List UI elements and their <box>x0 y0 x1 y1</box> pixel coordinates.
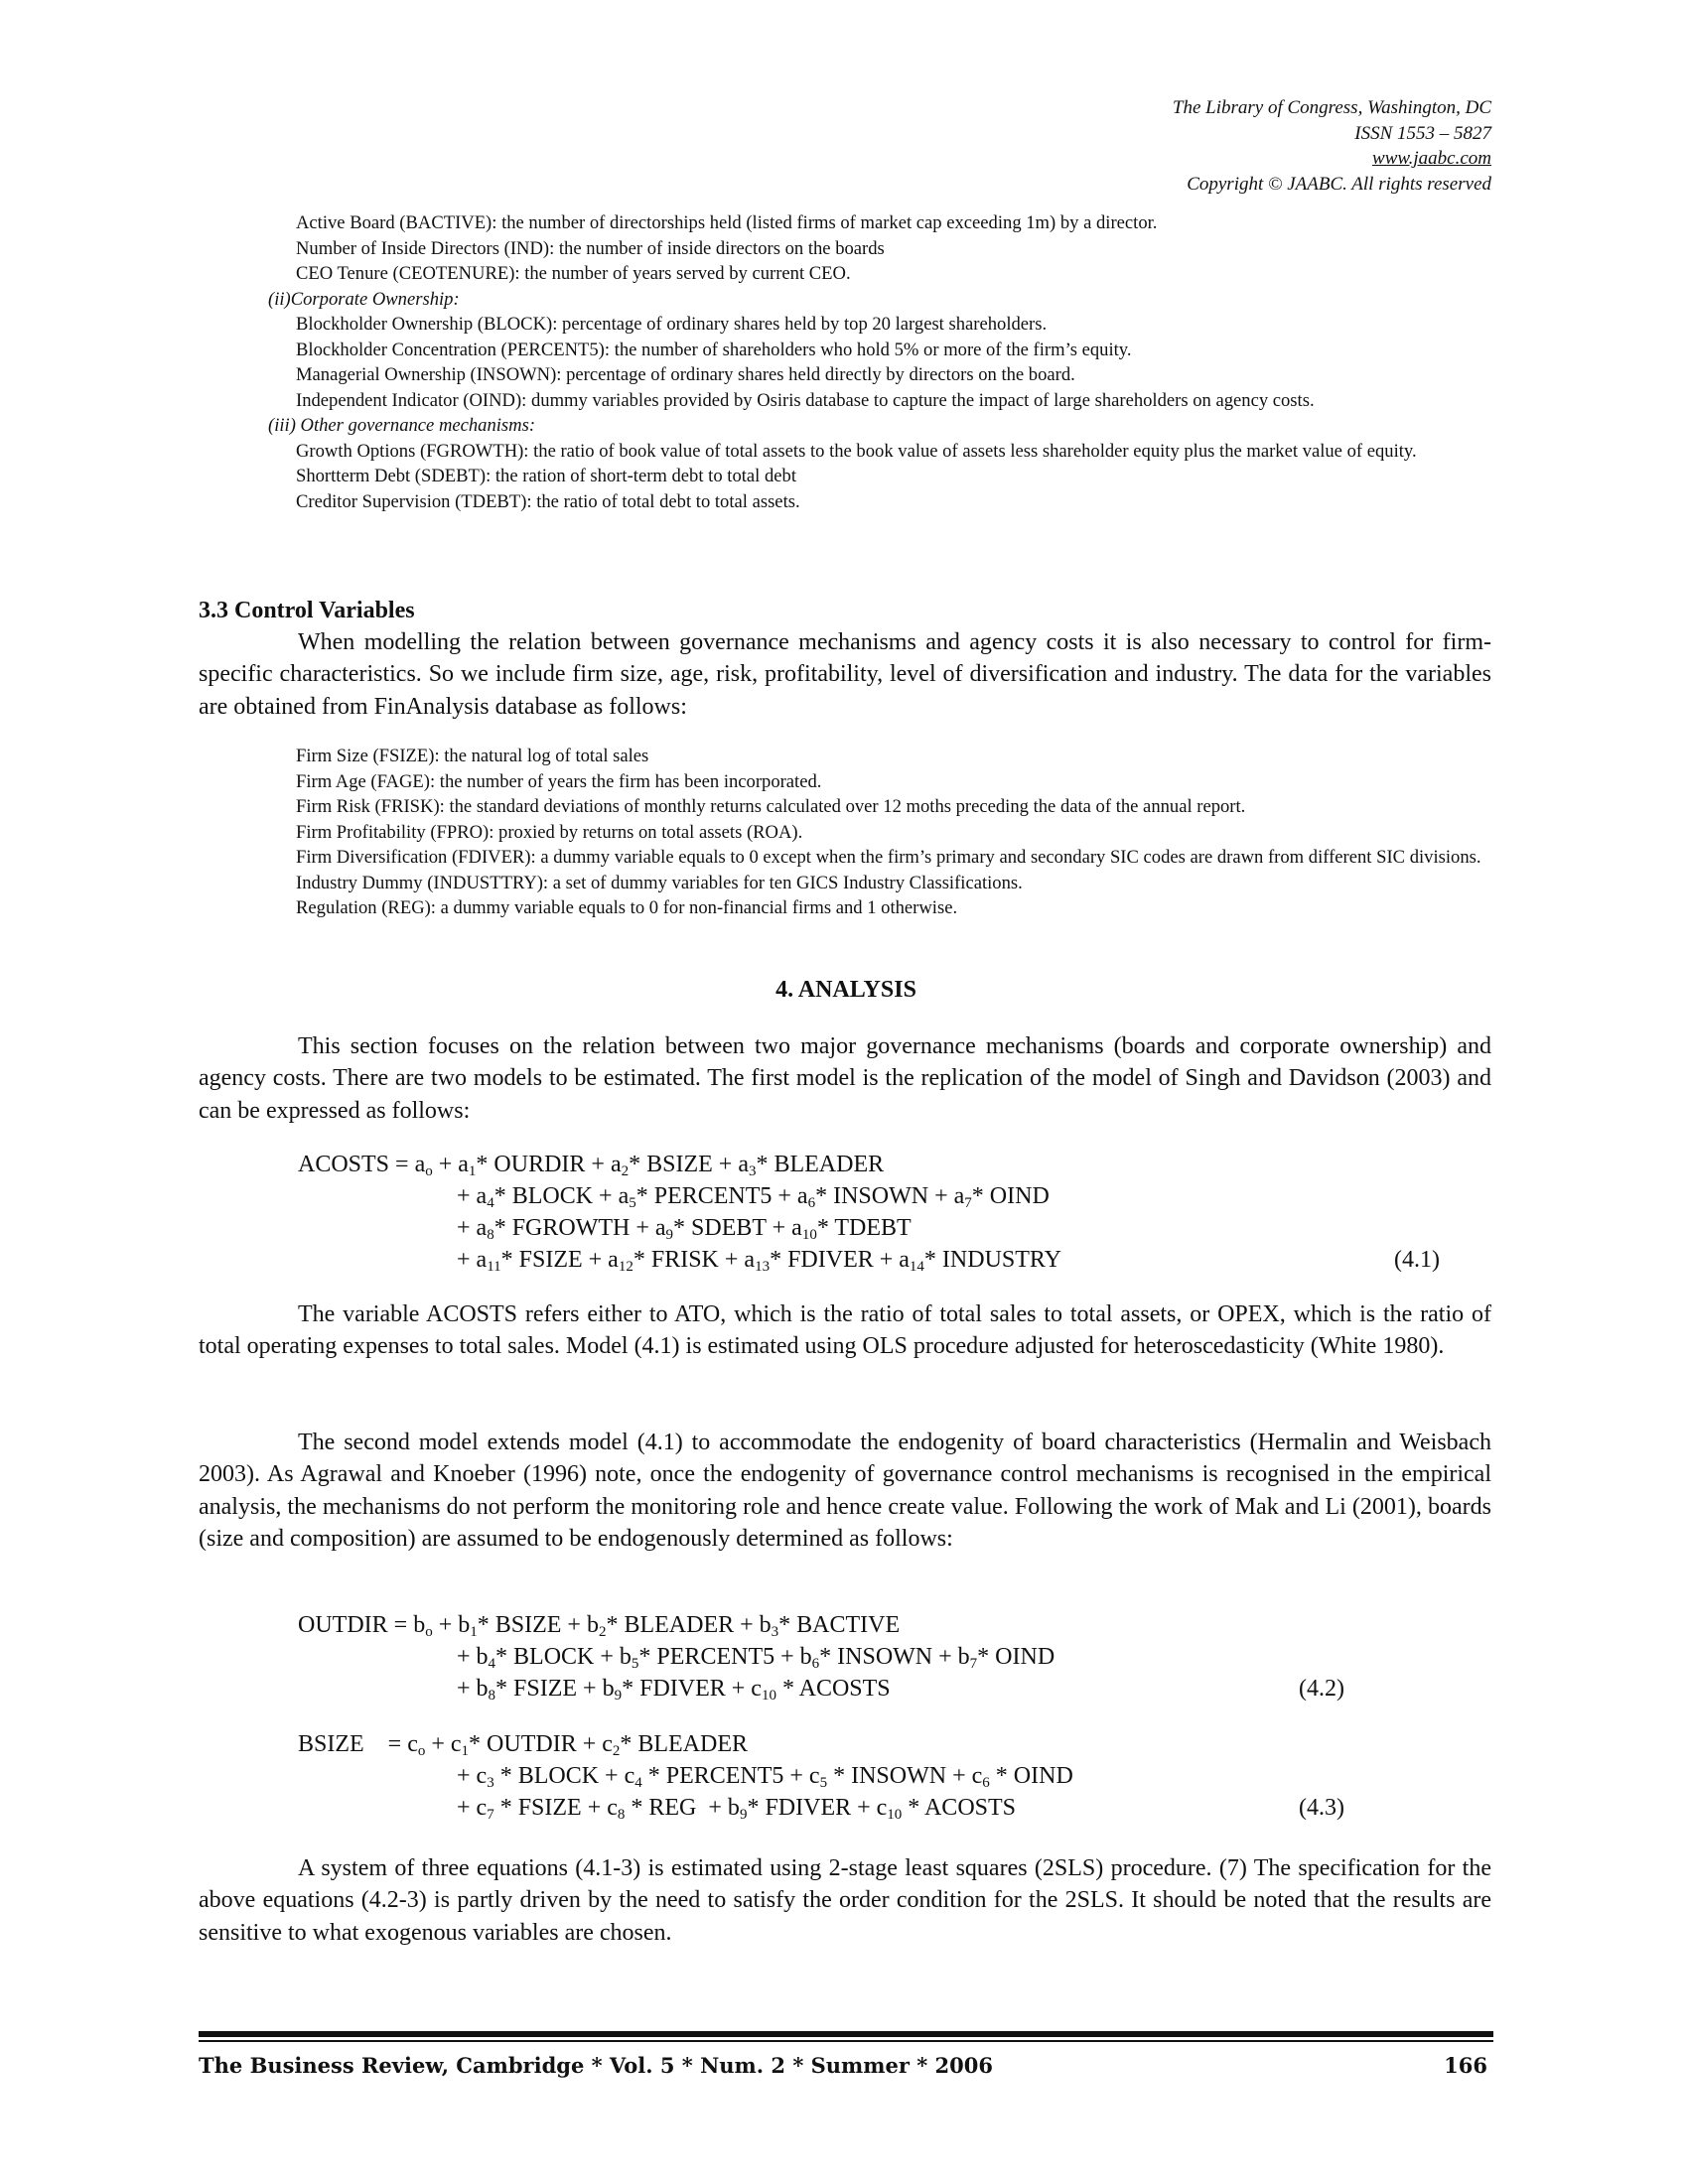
equation-number: (4.3) <box>1299 1795 1344 1821</box>
analysis-paragraph-4: A system of three equations (4.1-3) is estimated using 2-stage least squares (2SLS) procedure. (7) The specification for the above equations (4.2-3) is partly driven by the need to satisfy the order condition for the 2SLS. It should be noted that the results are sensitive to what exogenous variables are chosen. <box>199 1855 1491 1946</box>
footer-rule-thin <box>199 2040 1493 2042</box>
header-library: The Library of Congress, Washington, DC <box>1172 97 1491 118</box>
control-variable-list <box>296 744 1491 921</box>
footer-journal-citation: The Business Review, Cambridge * Vol. 5 * Num. 2 * Summer * 2006 <box>199 2053 993 2078</box>
equation-line: + $a_4*$ BLOCK + $a_5*$ PERCENT5 + $a_6*$ INSOWN + $a_7*$ OIND <box>457 1183 1050 1211</box>
list-item: Regulation (REG): a dummy variable equals to 0 for non-financial firms and 1 otherwise. <box>296 897 958 918</box>
list-item: Growth Options (FGROWTH): the ratio of book value of total assets to the book value of assets less shareholder equity plus the market value of equity. <box>296 440 1417 462</box>
running-header <box>896 95 1491 197</box>
governance-variable-list <box>268 210 1491 514</box>
header-issn: ISSN 1553 – 5827 <box>1354 122 1491 144</box>
category-heading-other: (iii) Other governance mechanisms: <box>268 415 536 436</box>
equation-line: ACOSTS = $a_o + a_1*$ OURDIR + $a_2*$ BSIZE + $a_3*$ BLEADER <box>298 1152 885 1179</box>
equation-line: + $c_7$ * FSIZE + $c_8$ * REG + $b_9*$ FDIVER + $c_{10}$ * ACOSTS <box>457 1795 1016 1823</box>
list-item: Independent Indicator (OIND): dummy variables provided by Osiris database to capture the impact of large shareholders on agency costs. <box>296 389 1315 411</box>
equation-line: BSIZE = $c_o + c_1*$ OUTDIR + $c_2*$ BLEADER <box>298 1731 749 1759</box>
list-item: Number of Inside Directors (IND): the number of inside directors on the boards <box>296 237 885 259</box>
footer-rule-thick <box>199 2031 1493 2037</box>
list-item: Shortterm Debt (SDEBT): the ration of short-term debt to total debt <box>296 466 796 486</box>
section-heading-analysis: 4. ANALYSIS <box>775 977 916 1003</box>
list-item: CEO Tenure (CEOTENURE): the number of years served by current CEO. <box>296 263 851 284</box>
equation-number: (4.1) <box>1394 1247 1440 1273</box>
analysis-paragraph-3: The second model extends model (4.1) to accommodate the endogenity of board characteristics (Hermalin and Weisbach 2003). As Agrawal and Knoeber (1996) note, once the endogenity of governance control mechanisms is recognised in the empirical analysis, the mechanisms do not perform the monitoring role and hence create value. Following the work of Mak and Li (2001), boards (size and composition) are assumed to be endogenously determined as follows: <box>199 1430 1491 1552</box>
category-heading-ownership: (ii)Corporate Ownership: <box>268 288 460 310</box>
analysis-paragraph-1: This section focuses on the relation between two major governance mechanisms (boards and corporate ownership) and agency costs. There are two models to be estimated. The first model is the replication of the model of Singh and Davidson (2003) and can be expressed as follows: <box>199 1033 1491 1124</box>
list-item: Industry Dummy (INDUSTTRY): a set of dummy variables for ten GICS Industry Classifications. <box>296 872 1023 893</box>
equation-line: + $c_3$ * BLOCK + $c_4$ * PERCENT5 + $c_5$ * INSOWN + $c_6$ * OIND <box>457 1763 1073 1791</box>
list-item: Firm Risk (FRISK): the standard deviations of monthly returns calculated over 12 moths preceding the data of the annual report. <box>296 796 1246 817</box>
equation-line: + $b_8*$ FSIZE + $b_9*$ FDIVER + $c_{10}$ * ACOSTS <box>457 1676 891 1704</box>
list-item: Blockholder Concentration (PERCENT5): the number of shareholders who hold 5% or more of the firm’s equity. <box>296 339 1132 360</box>
page-footer <box>199 2051 1493 2081</box>
analysis-paragraph-2: The variable ACOSTS refers either to ATO, which is the ratio of total sales to total assets, or OPEX, which is the ratio of total operating expenses to total sales. Model (4.1) is estimated using OLS procedure adjusted for heteroscedasticity (White 1980). <box>199 1301 1491 1360</box>
header-copyright: Copyright © JAABC. All rights reserved <box>1187 173 1491 195</box>
equation-line: + $a_8*$ FGROWTH + $a_9*$ SDEBT + $a_{10}*$ TDEBT <box>457 1215 912 1243</box>
list-item: Firm Age (FAGE): the number of years the firm has been incorporated. <box>296 770 822 792</box>
list-item: Creditor Supervision (TDEBT): the ratio of total debt to total assets. <box>296 490 800 512</box>
list-item: Active Board (BACTIVE): the number of directorships held (listed firms of market cap exceeding 1m) by a director. <box>296 212 1158 233</box>
list-item: Firm Size (FSIZE): the natural log of total sales <box>296 746 649 766</box>
page-number: 166 <box>1444 2053 1487 2078</box>
list-item: Blockholder Ownership (BLOCK): percentage of ordinary shares held by top 20 largest shareholders. <box>296 314 1048 335</box>
equation-line: + $b_4*$ BLOCK + $b_5*$ PERCENT5 + $b_6*$ INSOWN + $b_7*$ OIND <box>457 1644 1055 1672</box>
list-item: Managerial Ownership (INSOWN): percentage of ordinary shares held directly by directors on the board. <box>296 364 1075 385</box>
list-item: Firm Diversification (FDIVER): a dummy variable equals to 0 except when the firm’s primary and secondary SIC codes are drawn from different SIC divisions. <box>296 847 1481 868</box>
list-item: Firm Profitability (FPRO): proxied by returns on total assets (ROA). <box>296 821 803 843</box>
control-variables-paragraph: When modelling the relation between governance mechanisms and agency costs it is also necessary to control for firm-specific characteristics. So we include firm size, age, risk, profitability, level of diversification and industry. The data for the variables are obtained from FinAnalysis database as follows: <box>199 629 1491 720</box>
equation-number: (4.2) <box>1299 1676 1344 1702</box>
header-url-link[interactable]: www.jaabc.com <box>1372 148 1491 169</box>
equation-line: + $a_{11}*$ FSIZE + $a_{12}*$ FRISK + $a_{13}*$ FDIVER + $a_{14}*$ INDUSTRY <box>457 1247 1061 1275</box>
section-heading-control-variables: 3.3 Control Variables <box>199 598 415 623</box>
equation-line: OUTDIR = $b_o + b_1*$ BSIZE + $b_2*$ BLEADER + $b_3*$ BACTIVE <box>298 1612 901 1640</box>
